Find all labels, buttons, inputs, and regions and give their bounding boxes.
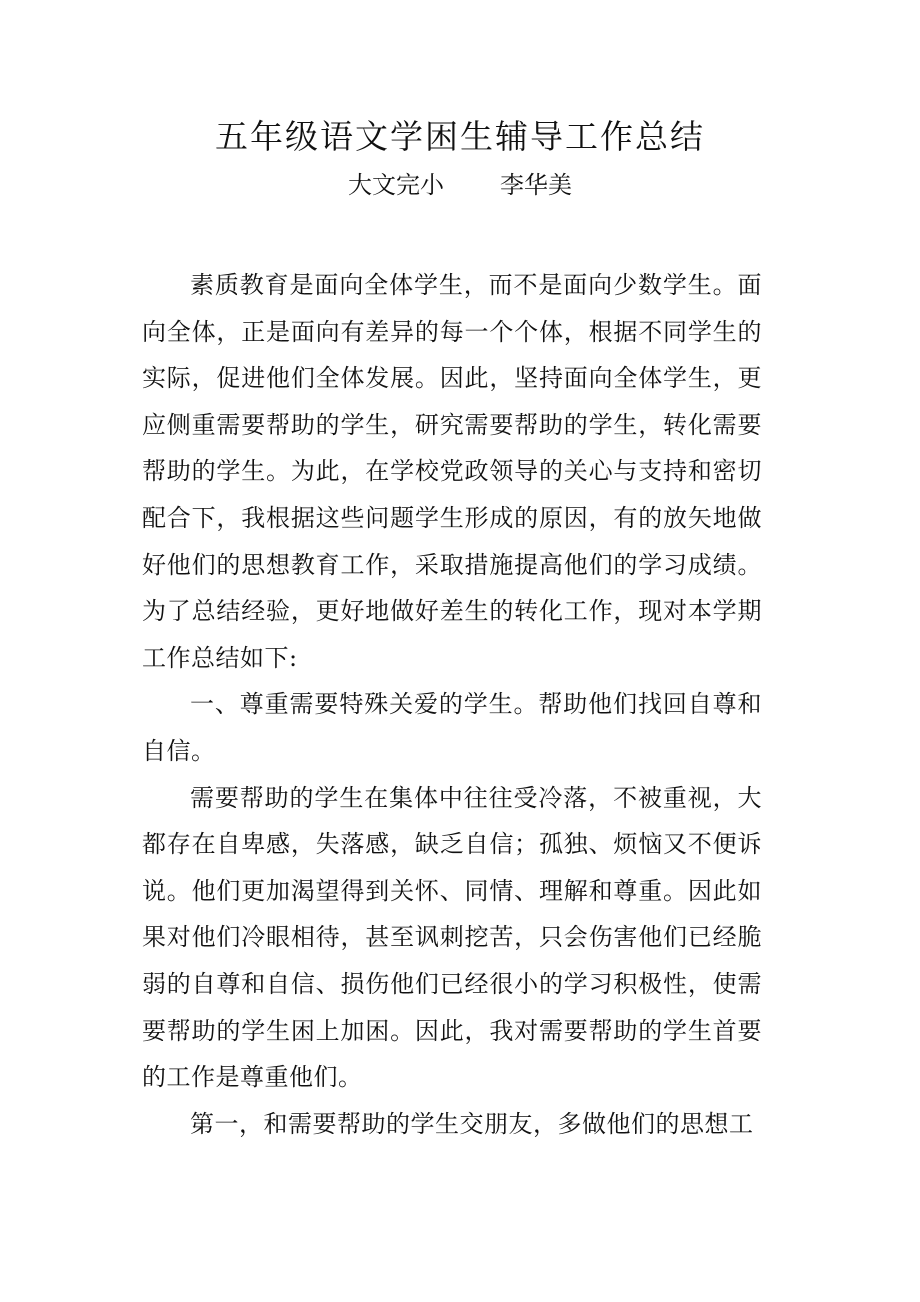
paragraph-section-1-heading: 一、尊重需要特殊关爱的学生。帮助他们找回自尊和自信。 [142,690,762,765]
paragraph-section-1-body: 需要帮助的学生在集体中往往受冷落，不被重视，大都存在自卑感，失落感，缺乏自信；孤独、烦恼又不便诉说。他们更加渴望得到关怀、同情、理解和尊重。因此如果对他们冷眼相待，甚至讽刺挖苦，只会伤害他们已经脆弱的自尊和自信、损伤他们已经很小的学习积极性，使需要帮助的学生困上加困。因此，我对需要帮助的学生首要的工作是尊重他们。 [142,783,762,1092]
document-body [142,262,762,1147]
paragraph-intro: 素质教育是面向全体学生，而不是面向少数学生。面向全体，正是面向有差异的每一个个体，根据不同学生的实际，促进他们全体发展。因此，坚持面向全体学生，更应侧重需要帮助的学生，研究需要帮助的学生，转化需要帮助的学生。为此，在学校党政领导的关心与支持和密切配合下，我根据这些问题学生形成的原因，有的放矢地做好他们的思想教育工作，采取措施提高他们的学习成绩。为了总结经验，更好地做好差生的转化工作，现对本学期工作总结如下: [142,271,762,672]
paragraph-point-1: 第一，和需要帮助的学生交朋友，多做他们的思想工 [190,1109,754,1138]
author-name: 李华美 [500,171,572,199]
byline [0,165,920,205]
school-name: 大文完小 [348,171,444,199]
document-title: 五年级语文学困生辅导工作总结 [215,117,705,156]
